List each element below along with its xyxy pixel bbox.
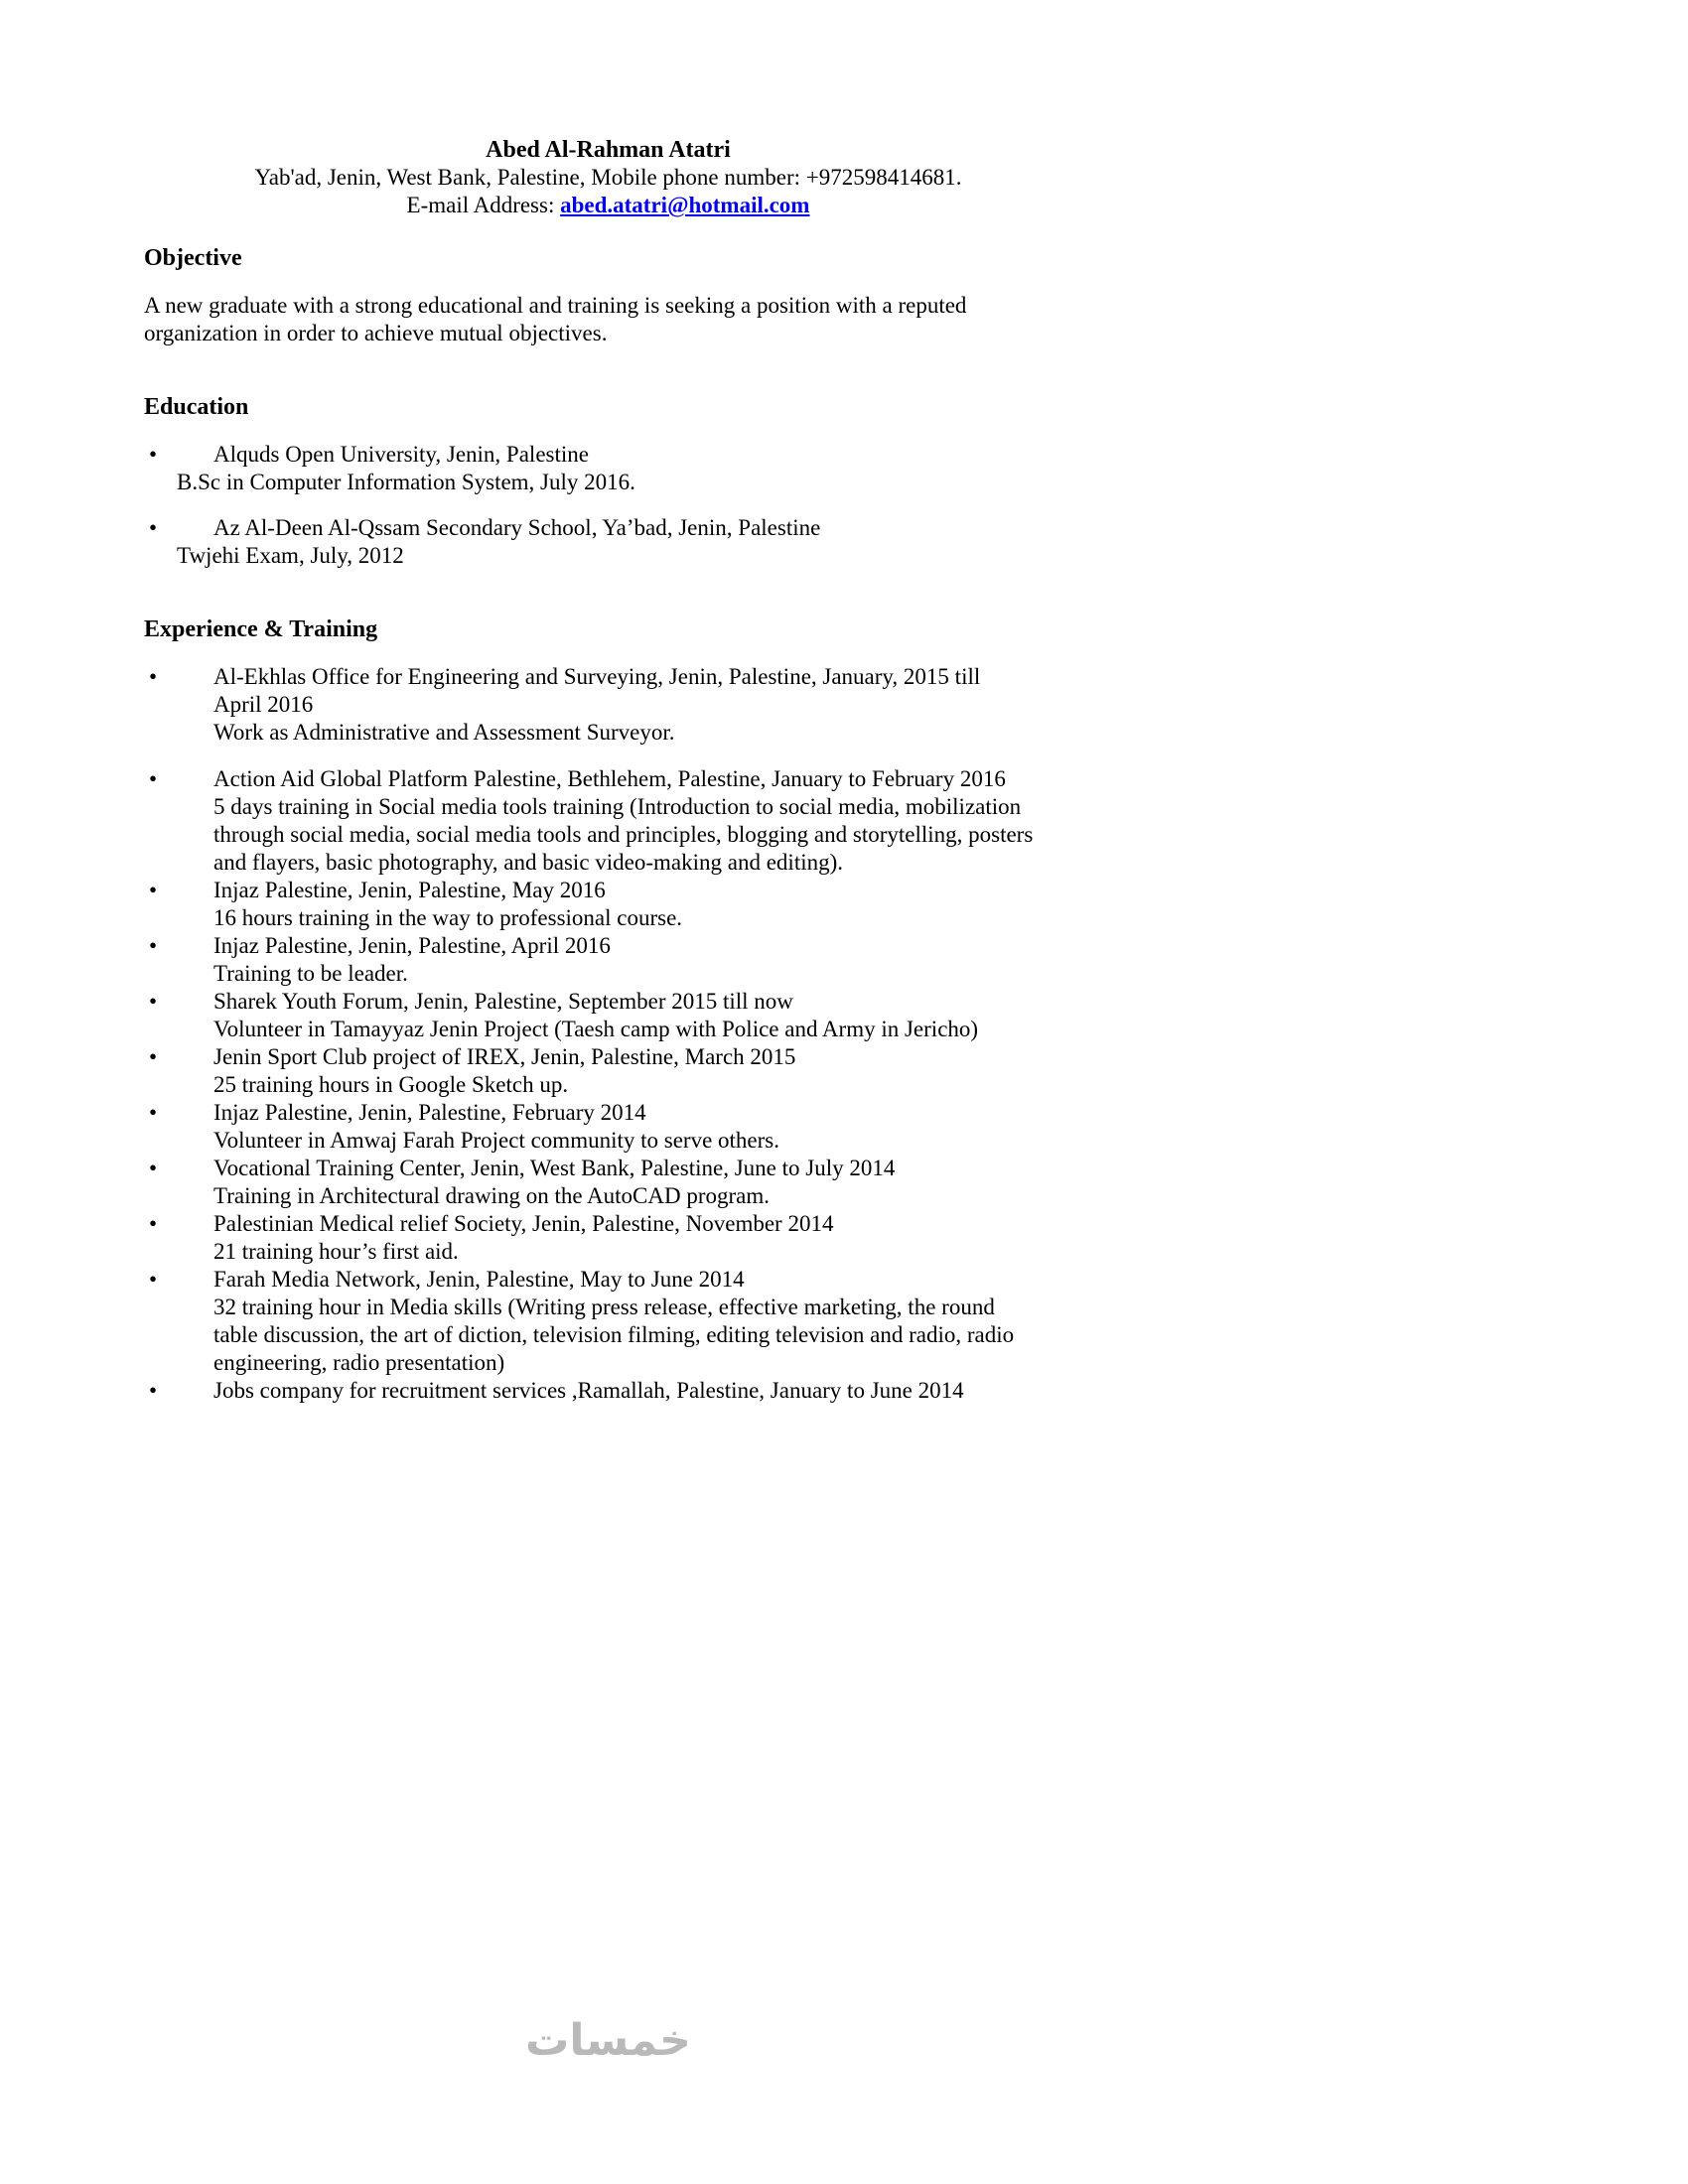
experience-item: [144, 988, 1072, 1043]
bullet-icon: •: [149, 878, 158, 902]
experience-line: Injaz Palestine, Jenin, Palestine, May 2016: [213, 878, 606, 902]
experience-item: [144, 1043, 1072, 1099]
experience-line: Farah Media Network, Jenin, Palestine, May to June 2014: [213, 1267, 745, 1292]
experience-line: Palestinian Medical relief Society, Jenin, Palestine, November 2014: [213, 1211, 834, 1236]
experience-line: 21 training hour’s first aid.: [213, 1239, 459, 1264]
section-heading-objective: Objective: [144, 245, 242, 271]
bullet-icon: •: [149, 1267, 158, 1292]
email-line: [144, 192, 1072, 219]
email-link[interactable]: abed.atatri@hotmail.com: [560, 193, 810, 217]
bullet-icon: •: [149, 1378, 158, 1403]
experience-line: Jenin Sport Club project of IREX, Jenin, Palestine, March 2015: [213, 1044, 796, 1069]
resume-header: [144, 136, 1072, 219]
bullet-icon: •: [149, 933, 158, 958]
education-line: B.Sc in Computer Information System, July 2016.: [177, 470, 635, 494]
experience-line: Training to be leader.: [213, 961, 408, 986]
experience-item: [144, 1377, 1072, 1405]
experience-item: [144, 663, 1072, 747]
education-line: Twjehi Exam, July, 2012: [177, 543, 404, 568]
candidate-name: Abed Al-Rahman Atatri: [486, 137, 731, 163]
education-line: Alquds Open University, Jenin, Palestine: [213, 442, 589, 467]
experience-line: Al-Ekhlas Office for Engineering and Surveying, Jenin, Palestine, January, 2015 till: [213, 664, 981, 689]
experience-item: [144, 1099, 1072, 1155]
section-heading-experience: Experience & Training: [144, 616, 378, 642]
experience-item: [144, 1155, 1072, 1210]
experience-item: [144, 1210, 1072, 1266]
objective-line: A new graduate with a strong educational and training is seeking a position with a reputed: [144, 293, 967, 318]
experience-line: through social media, social media tools and principles, blogging and storytelling, posters: [213, 822, 1034, 847]
experience-line: table discussion, the art of diction, television filming, editing television and radio, radio: [213, 1322, 1015, 1347]
bullet-icon: •: [149, 1100, 158, 1125]
experience-item: [144, 932, 1072, 988]
section-heading-education: Education: [144, 394, 249, 420]
bullet-icon: •: [149, 442, 158, 467]
contact-line: Yab'ad, Jenin, West Bank, Palestine, Mobile phone number: +972598414681.: [254, 165, 962, 190]
experience-line: 32 training hour in Media skills (Writing press release, effective marketing, the round: [213, 1295, 995, 1319]
bullet-icon: •: [149, 515, 158, 540]
experience-line: Volunteer in Amwaj Farah Project community to serve others.: [213, 1128, 779, 1153]
bullet-icon: •: [149, 664, 158, 689]
experience-line: Action Aid Global Platform Palestine, Bethlehem, Palestine, January to February 2016: [213, 766, 1006, 791]
experience-line: and flayers, basic photography, and basic video-making and editing).: [213, 850, 844, 875]
experience-item: [144, 765, 1072, 877]
experience-line: 5 days training in Social media tools training (Introduction to social media, mobilization: [213, 794, 1022, 819]
bullet-icon: •: [149, 989, 158, 1014]
experience-item: [144, 877, 1072, 932]
khamsat-watermark: خمسات: [525, 2015, 691, 2066]
bullet-icon: •: [149, 1211, 158, 1236]
experience-line: Injaz Palestine, Jenin, Palestine, February 2014: [213, 1100, 646, 1125]
experience-line: Jobs company for recruitment services ,Ramallah, Palestine, January to June 2014: [213, 1378, 964, 1403]
experience-line: April 2016: [213, 692, 314, 717]
education-item: [144, 441, 1072, 496]
document-content: [144, 136, 1072, 1405]
bullet-icon: •: [149, 1044, 158, 1069]
experience-line: engineering, radio presentation): [213, 1350, 505, 1375]
experience-item: [144, 1266, 1072, 1377]
objective-paragraph: [144, 292, 1072, 347]
objective-line: organization in order to achieve mutual objectives.: [144, 321, 608, 345]
experience-line: 16 hours training in the way to professional course.: [213, 905, 683, 930]
experience-line: Work as Administrative and Assessment Surveyor.: [213, 720, 675, 745]
bullet-icon: •: [149, 766, 158, 791]
experience-line: Training in Architectural drawing on the AutoCAD program.: [213, 1183, 771, 1208]
bullet-icon: •: [149, 1156, 158, 1180]
experience-line: Sharek Youth Forum, Jenin, Palestine, September 2015 till now: [213, 989, 793, 1014]
experience-line: Volunteer in Tamayyaz Jenin Project (Taesh camp with Police and Army in Jericho): [213, 1017, 979, 1041]
education-item: [144, 514, 1072, 570]
experience-line: Injaz Palestine, Jenin, Palestine, April 2016: [213, 933, 611, 958]
experience-line: 25 training hours in Google Sketch up.: [213, 1072, 569, 1097]
email-label: E-mail Address:: [406, 193, 561, 217]
education-line: Az Al-Deen Al-Qssam Secondary School, Ya’bad, Jenin, Palestine: [213, 515, 821, 540]
experience-line: Vocational Training Center, Jenin, West Bank, Palestine, June to July 2014: [213, 1156, 896, 1180]
